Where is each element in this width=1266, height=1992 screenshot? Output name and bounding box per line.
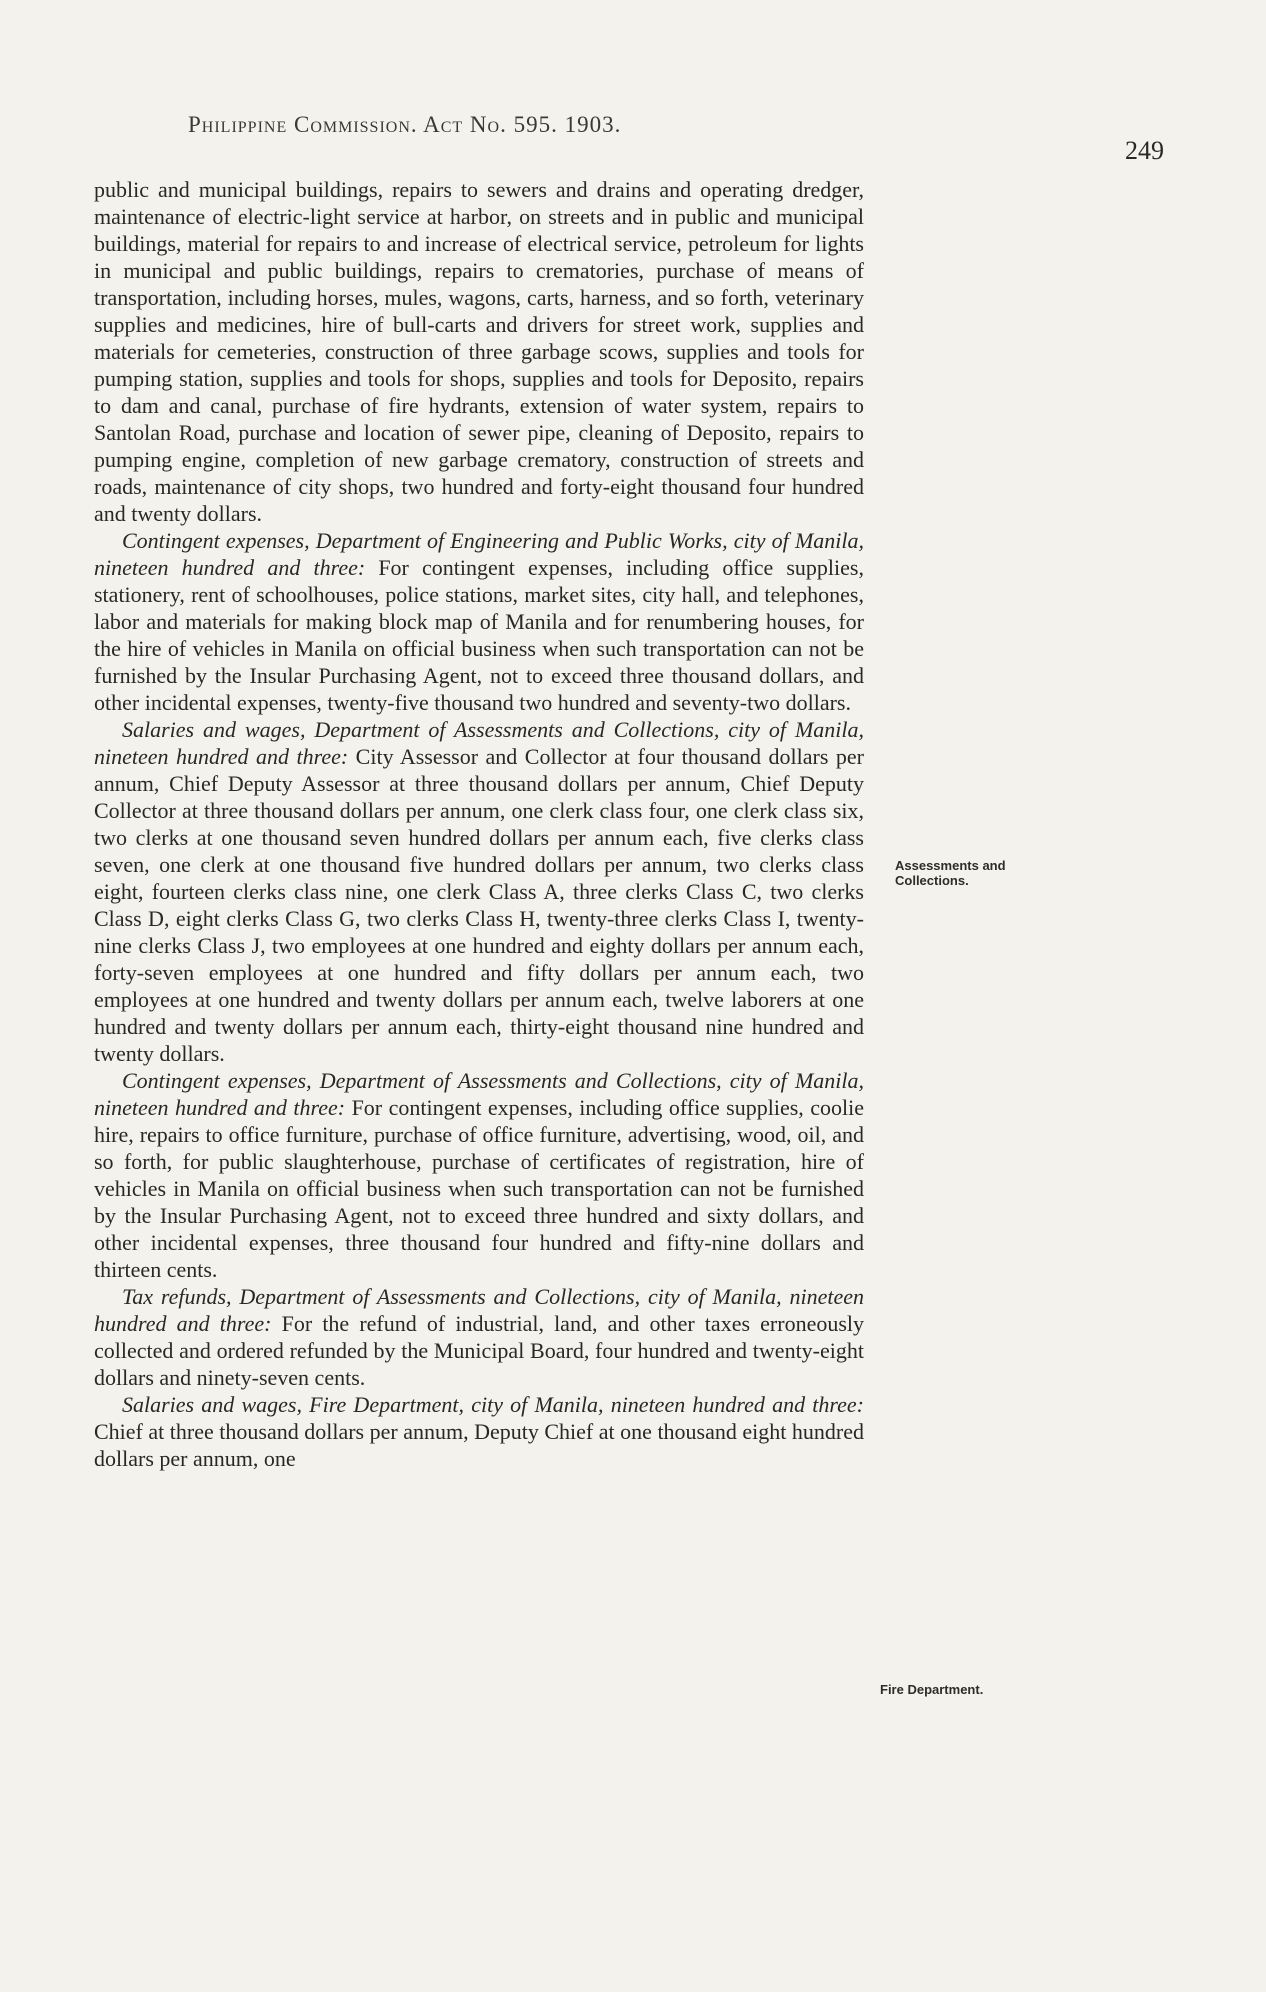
page-number: 249: [1125, 136, 1164, 165]
paragraph-heading: Salaries and wages, Fire Department, city of Manila, nineteen hundred and three:: [122, 1392, 864, 1417]
paragraph-heading: Tax refunds, Department of Assessments and Collections, city of Manila, nineteen hundred and three:: [94, 1284, 864, 1336]
paragraph-tax-refunds: [94, 1283, 864, 1391]
paragraph-text: City Assessor and Collector at four thousand dollars per annum, Chief Deputy Assessor at three thousand dollars per annum, Chief Deputy Collector at three thousand dollars per annum, one clerk class four, one clerk class six, two clerks at one thousand seven hundred dollars per annum each, five clerks class seven, one clerk at one thousand five hundred dollars per annum, two clerks class eight, fourteen clerks class nine, one clerk Class A, three clerks Class C, two clerks Class D, eight clerks Class G, two clerks Class H, twenty-three clerks Class I, twenty-nine clerks Class J, two employees at one hundred and eighty dollars per annum each, forty-seven employees at one hundred and fifty dollars per annum each, two employees at one hundred and twenty dollars per annum each, twelve laborers at one hundred and twenty dollars per annum each, thirty-eight thousand nine hundred and twenty dollars.: [94, 744, 864, 1066]
running-head: Philippine Commission. Act No. 595. 1903.: [188, 112, 622, 137]
paragraph-assessments-salaries: [94, 716, 864, 1067]
paragraph-engineering-items: public and municipal buildings, repairs to sewers and drains and operating dredger, maintenance of electric-light service at harbor, on streets and in public and municipal buildings, material for repairs to and increase of electrical service, petroleum for lights in municipal and public buildings, repairs to crematories, purchase of means of transportation, including horses, mules, wagons, carts, harness, and so forth, veterinary supplies and medicines, hire of bull-carts and drivers for street work, supplies and materials for cemeteries, construction of three garbage scows, supplies and tools for pumping station, supplies and tools for shops, supplies and tools for Deposito, repairs to dam and canal, purchase of fire hydrants, extension of water system, repairs to Santolan Road, purchase and location of sewer pipe, cleaning of Deposito, repairs to pumping engine, completion of new garbage crematory, construction of streets and roads, maintenance of city shops, two hundred and forty-eight thousand four hundred and twenty dollars.: [94, 177, 864, 526]
body-text: [94, 176, 864, 1472]
paragraph-heading: Contingent expenses, Department of Engineering and Public Works, city of Manila, nineteen hundred and three:: [94, 528, 864, 580]
margin-note-fire-department: Fire Department.: [880, 1682, 984, 1697]
paragraph-assessments-contingent: [94, 1067, 864, 1283]
paragraph-fire-salaries: [94, 1391, 864, 1472]
paragraph-heading: Contingent expenses, Department of Assessments and Collections, city of Manila, nineteen hundred and three:: [94, 1068, 864, 1120]
paragraph-text: For contingent expenses, including office supplies, coolie hire, repairs to office furniture, purchase of office furniture, advertising, wood, oil, and so forth, for public slaughterhouse, purchase of certificates of registration, hire of vehicles in Manila on official business when such transportation can not be furnished by the Insular Purchasing Agent, not to exceed three hundred and sixty dollars, and other incidental expenses, three thousand four hundred and fifty-nine dollars and thirteen cents.: [94, 1095, 864, 1282]
paragraph-text: For the refund of industrial, land, and other taxes erroneously collected and ordered refunded by the Municipal Board, four hundred and twenty-eight dollars and ninety-seven cents.: [94, 1311, 865, 1390]
paragraph-heading: Salaries and wages, Department of Assessments and Collections, city of Manila, nineteen hundred and three:: [94, 717, 864, 769]
paragraph-text: For contingent expenses, including office supplies, stationery, rent of schoolhouses, police stations, market sites, city hall, and telephones, labor and materials for making block map of Manila and for renumbering houses, for the hire of vehicles in Manila on official business when such transportation can not be furnished by the Insular Purchasing Agent, not to exceed three thousand dollars, and other incidental expenses, twenty-five thousand two hundred and seventy-two dollars.: [94, 555, 864, 715]
paragraph-engineering-contingent: [94, 527, 864, 716]
margin-note-assessments: Assessments and Collections.: [895, 858, 1006, 888]
paragraph-text: Chief at three thousand dollars per annum, Deputy Chief at one thousand eight hundred dollars per annum, one: [94, 1419, 864, 1471]
